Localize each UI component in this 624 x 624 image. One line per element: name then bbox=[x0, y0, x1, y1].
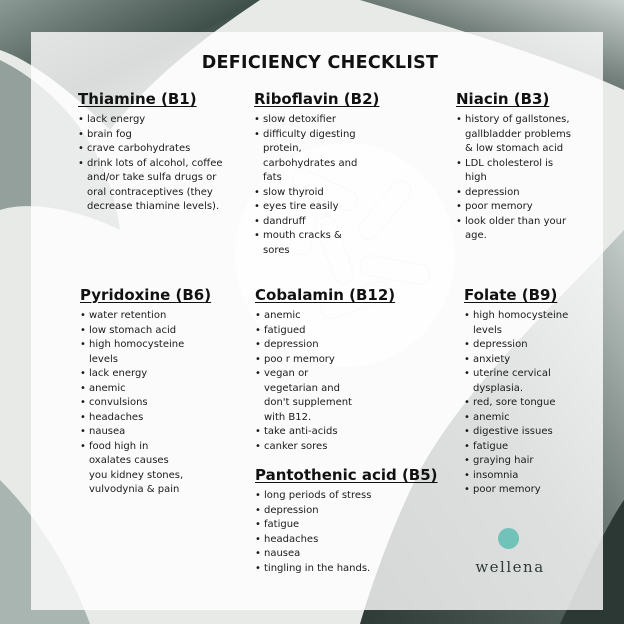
list-item: • poor memory bbox=[464, 483, 574, 498]
list-item: • red, sore tongue bbox=[464, 396, 574, 411]
list-item: • convulsions bbox=[80, 396, 188, 411]
list-item: • eyes tire easily bbox=[254, 200, 369, 215]
list-item: • drink lots of alcohol, coffee and/or take sulfa drugs or oral contraceptives (they decrease thiamine levels). bbox=[78, 157, 228, 215]
symptom-list bbox=[254, 113, 369, 258]
section-heading: Pyridoxine (B6) bbox=[80, 286, 212, 304]
list-item: • brain fog bbox=[78, 128, 228, 143]
section-pyridoxine bbox=[80, 285, 212, 498]
list-item: • crave carbohydrates bbox=[78, 142, 228, 157]
list-item: • slow detoxifier bbox=[254, 113, 369, 128]
section-heading: Thiamine (B1) bbox=[78, 90, 197, 108]
list-item: • look older than your age. bbox=[456, 215, 574, 244]
brand-logo: wellena bbox=[475, 558, 545, 576]
list-item: • lack energy bbox=[78, 113, 228, 128]
list-item: • anemic bbox=[255, 309, 363, 324]
list-item: • take anti-acids bbox=[255, 425, 363, 440]
list-item: • dandruff bbox=[254, 215, 369, 230]
list-item: • anxiety bbox=[464, 353, 574, 368]
symptom-list bbox=[456, 113, 574, 244]
section-heading: Niacin (B3) bbox=[456, 90, 550, 108]
list-item: • long periods of stress bbox=[255, 489, 435, 504]
list-item: • nausea bbox=[255, 547, 435, 562]
symptom-list bbox=[464, 309, 574, 498]
list-item: • high homocysteine levels bbox=[80, 338, 188, 367]
list-item: • vegan or vegetarian and don't supplement with B12. bbox=[255, 367, 363, 425]
list-item: • anemic bbox=[80, 382, 188, 397]
section-riboflavin bbox=[254, 89, 380, 258]
list-item: • digestive issues bbox=[464, 425, 574, 440]
list-item: • fatigued bbox=[255, 324, 363, 339]
section-heading: Riboflavin (B2) bbox=[254, 90, 380, 108]
list-item: • slow thyroid bbox=[254, 186, 369, 201]
page-title: DEFICIENCY CHECKLIST bbox=[201, 53, 439, 73]
list-item: • headaches bbox=[255, 533, 435, 548]
list-item: • lack energy bbox=[80, 367, 188, 382]
list-item: • poor memory bbox=[456, 200, 574, 215]
symptom-list bbox=[255, 489, 435, 576]
list-item: • nausea bbox=[80, 425, 188, 440]
list-item: • water retention bbox=[80, 309, 188, 324]
section-cobalamin bbox=[255, 285, 396, 454]
list-item: • insomnia bbox=[464, 469, 574, 484]
section-heading: Pantothenic acid (B5) bbox=[255, 466, 438, 484]
list-item: • headaches bbox=[80, 411, 188, 426]
list-item: • anemic bbox=[464, 411, 574, 426]
list-item: • fatigue bbox=[255, 518, 435, 533]
list-item: • history of gallstones, gallbladder problems & low stomach acid bbox=[456, 113, 574, 157]
symptom-list bbox=[80, 309, 188, 498]
list-item: • mouth cracks & sores bbox=[254, 229, 369, 258]
section-heading: Cobalamin (B12) bbox=[255, 286, 396, 304]
list-item: • depression bbox=[255, 338, 363, 353]
list-item: • high homocysteine levels bbox=[464, 309, 574, 338]
list-item: • depression bbox=[456, 186, 574, 201]
list-item: • difficulty digesting protein, carbohydrates and fats bbox=[254, 128, 369, 186]
symptom-list bbox=[78, 113, 228, 215]
list-item: • canker sores bbox=[255, 440, 363, 455]
list-item: • graying hair bbox=[464, 454, 574, 469]
list-item: • depression bbox=[255, 504, 435, 519]
list-item: • food high in oxalates causes you kidney stones, vulvodynia & pain bbox=[80, 440, 188, 498]
list-item: • fatigue bbox=[464, 440, 574, 455]
list-item: • tingling in the hands. bbox=[255, 562, 435, 577]
list-item: • LDL cholesterol is high bbox=[456, 157, 574, 186]
list-item: • low stomach acid bbox=[80, 324, 188, 339]
section-niacin bbox=[456, 89, 574, 244]
section-heading: Folate (B9) bbox=[464, 286, 558, 304]
list-item: • depression bbox=[464, 338, 574, 353]
section-folate bbox=[464, 285, 574, 498]
list-item: • poo r memory bbox=[255, 353, 363, 368]
symptom-list bbox=[255, 309, 363, 454]
section-thiamine bbox=[78, 89, 228, 215]
list-item: • uterine cervical dysplasia. bbox=[464, 367, 574, 396]
section-pantothenic-acid bbox=[255, 465, 438, 576]
logo-circle-icon bbox=[498, 528, 519, 549]
